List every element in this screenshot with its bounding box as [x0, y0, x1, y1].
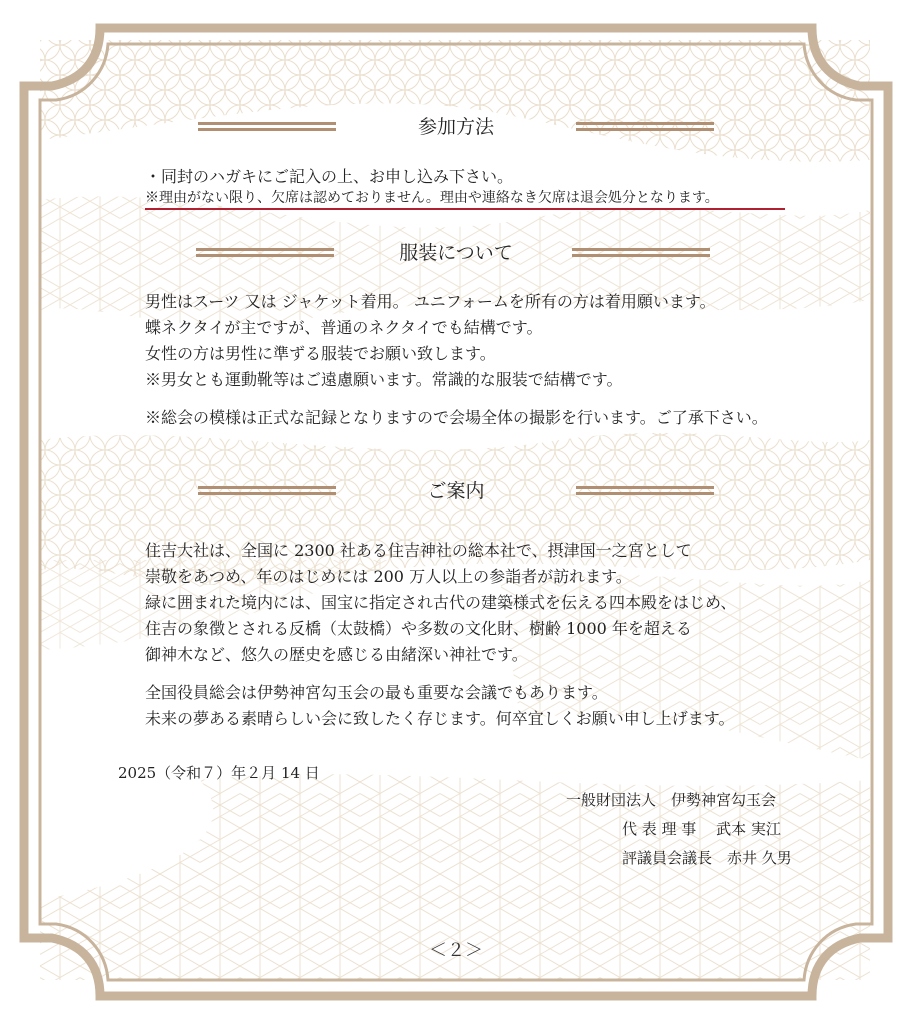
guide-line: 住吉大社は、全国に 2300 社ある住吉神社の総本社で、摂津国一之宮として	[145, 541, 692, 560]
guide-line: 御神木など、悠久の歴史を感じる由緒深い神社です。	[145, 645, 528, 664]
guide-heading	[0, 476, 912, 506]
participation-heading	[0, 112, 912, 142]
guide-line: 緑に囲まれた境内には、国宝に指定され古代の建築様式を伝える四本殿をはじめ、	[145, 593, 737, 612]
photo-note: ※総会の模様は正式な記録となりますので会場全体の撮影を行います。ご了承下さい。	[145, 408, 768, 427]
dress-line: 蝶ネクタイが主ですが、普通のネクタイでも結構です。	[145, 318, 543, 337]
dress-title: 服装について	[399, 242, 513, 264]
absence-note-underline	[145, 208, 785, 210]
signature-org: 一般財団法人 伊勢神宮勾玉会	[566, 791, 777, 809]
dress-line: 女性の方は男性に準ずる服装でお願い致します。	[145, 344, 496, 363]
dress-line: 男性はスーツ 又は ジャケット着用。 ユニフォームを所有の方は着用願います。	[145, 292, 716, 311]
heading-rule-right	[572, 248, 710, 258]
guide-line: 全国役員総会は伊勢神宮勾玉会の最も重要な会議でもあります。	[145, 683, 608, 702]
issue-date: 2025（令和７）年２月 14 日	[118, 764, 320, 782]
participation-line: ・同封のハガキにご記入の上、お申し込み下さい。	[145, 167, 514, 186]
guide-line: 住吉の象徴とされる反橋（太鼓橋）や多数の文化財、樹齢 1000 年を超える	[145, 619, 692, 638]
heading-rule-right	[576, 486, 714, 496]
page-number: ＜２＞	[429, 940, 483, 961]
guide-paragraph-1	[145, 538, 736, 668]
participation-title: 参加方法	[417, 116, 494, 138]
guide-paragraph-2	[145, 680, 734, 732]
guide-line: 未来の夢ある素晴らしい会に致したく存じます。何卒宜しくお願い申し上げます。	[145, 709, 735, 728]
participation-body	[145, 164, 513, 190]
dress-line: ※男女とも運動靴等はご遠慮願います。常識的な服装で結構です。	[145, 370, 623, 389]
guide-title: ご案内	[427, 480, 485, 502]
heading-rule-right	[576, 122, 714, 132]
dress-body	[145, 289, 716, 393]
absence-note: ※理由がない限り、欠席は認めておりません。理由や連絡なき欠席は退会処分となります。	[145, 190, 719, 206]
signature-chair: 評議員会議長 赤井 久男	[622, 849, 792, 867]
dress-heading	[0, 238, 912, 268]
guide-line: 崇敬をあつめ、年のはじめには 200 万人以上の参詣者が訪れます。	[145, 567, 632, 586]
signature-representative: 代 表 理 事 武本 実江	[622, 820, 781, 838]
